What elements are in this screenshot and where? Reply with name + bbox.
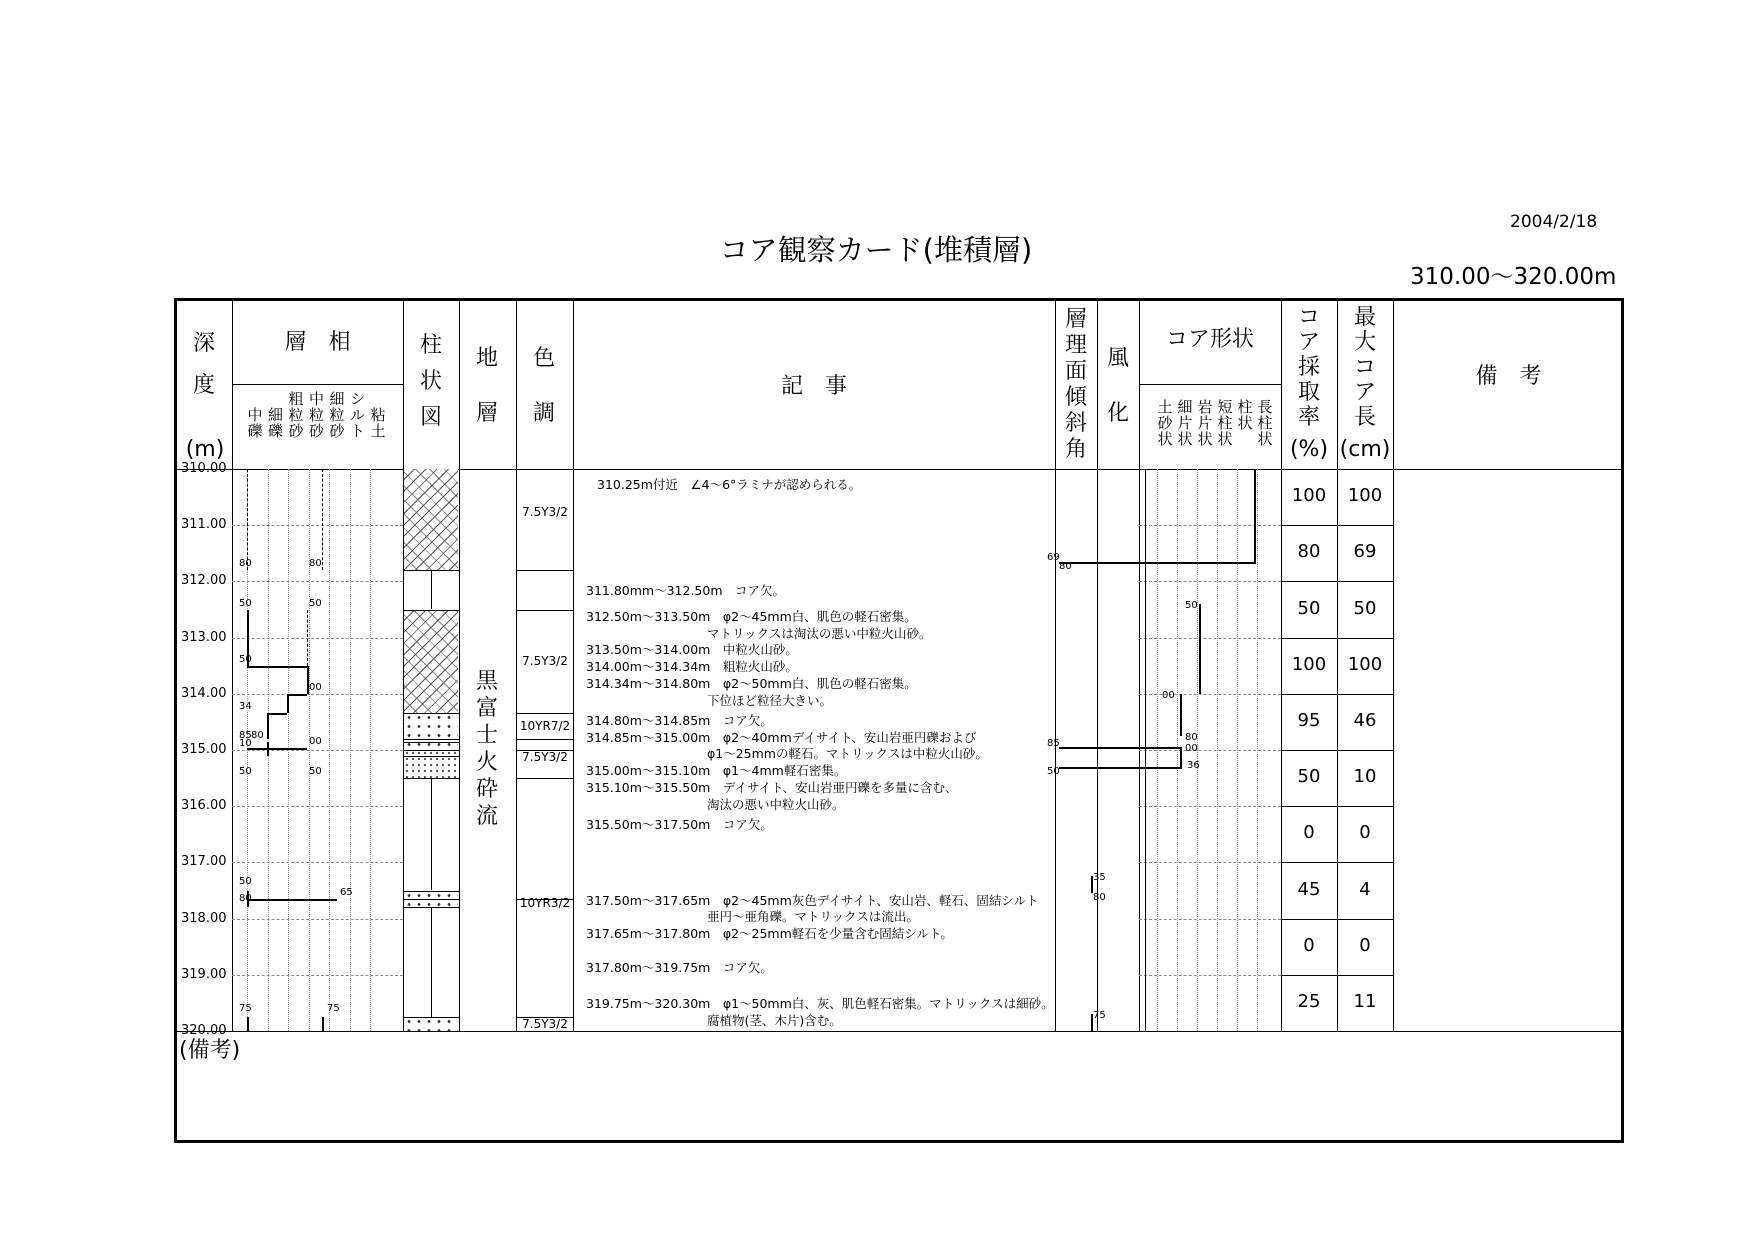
formation-header-1: 地: [475, 346, 498, 371]
recovery-header-char: ア: [1297, 330, 1320, 355]
facies-label: 80: [239, 558, 252, 570]
depth-gridline: [232, 862, 403, 863]
recovery-value: 50: [1297, 766, 1321, 788]
facies-label: 50: [309, 766, 322, 778]
formation-name-char: 流: [475, 803, 498, 829]
description-line: 317.80m〜319.75m コア欠。: [586, 959, 773, 975]
max-length-value: 0: [1359, 934, 1371, 956]
date: 2004/2/18: [1510, 212, 1598, 232]
depth-label: 319.00: [181, 966, 227, 982]
columnar-boundary: [404, 899, 459, 900]
depth-gridline: [232, 581, 403, 582]
columnar-boundary: [404, 1017, 459, 1018]
depth-gridline: [232, 638, 403, 639]
recovery-row-line: [1281, 694, 1393, 695]
facies-log-segment: [307, 610, 308, 666]
depth-label: 311.00: [181, 517, 227, 533]
facies-subheader-char: 細: [267, 406, 283, 424]
columnar-boundary: [404, 610, 459, 611]
recovery-row-line: [1281, 638, 1393, 639]
color-boundary: [517, 570, 573, 571]
facies-label: 50: [239, 875, 252, 887]
facies-label: 65: [340, 886, 353, 898]
depth-label: 318.00: [181, 910, 227, 926]
recovery-value: 50: [1297, 597, 1321, 619]
columnar-axis: [431, 778, 432, 890]
description-line: 315.10m〜315.50m デイサイト、安山岩亜円礫を多量に含む、: [586, 780, 958, 796]
color-label: 7.5Y3/2: [522, 749, 568, 764]
core-shape-subheader-char: 柱: [1217, 414, 1233, 432]
facies-log-step: [247, 899, 337, 901]
recovery-row-line: [1281, 525, 1393, 526]
description-line: φ1〜25mmの軽石。マトリックスは中粒火山砂。: [707, 746, 988, 762]
facies-subheader-char: 粒: [308, 406, 324, 424]
color-boundary: [517, 778, 573, 779]
facies-subheader-char: 砂: [308, 422, 324, 440]
depth-label: 316.00: [181, 798, 227, 814]
max-length-header-char: 大: [1353, 330, 1376, 355]
max-length-value: 11: [1353, 990, 1377, 1012]
facies-sub-line: [232, 384, 403, 385]
depth-gridline: [1139, 806, 1281, 807]
color-label: 7.5Y3/2: [522, 1016, 568, 1031]
description-line: 314.34m〜314.80m φ2〜50mm白、肌色の軽石密集。: [586, 676, 917, 692]
facies-log-segment: [287, 694, 289, 713]
facies-gridcol: [309, 469, 310, 1031]
core-shape-subheader-char: 片: [1177, 414, 1193, 432]
dip-header-char: 理: [1064, 333, 1087, 358]
description-line: マトリックスは淘汰の悪い中粒火山砂。: [707, 625, 932, 641]
col-divider: [573, 301, 574, 1031]
columnar-header-2: 状: [419, 369, 442, 394]
col-divider: [232, 301, 233, 1031]
core-shape-subheader-char: 砂: [1157, 414, 1173, 432]
col-divider: [1055, 301, 1056, 1031]
core-shape-label: 36: [1187, 760, 1200, 772]
recovery-header-char: コ: [1297, 305, 1320, 330]
core-shape-label: 80: [1093, 892, 1106, 904]
facies-subheader-char: 粘: [370, 406, 386, 424]
facies-label: 50: [239, 597, 252, 609]
columnar-pattern: [404, 610, 458, 713]
description-line: 319.75m〜320.30m φ1〜50mm白、灰、肌色軽石密集。マトリックスは細砂。: [586, 996, 1054, 1012]
core-shape-step: [1059, 767, 1182, 769]
color-header-2: 調: [532, 401, 555, 426]
depth-gridline: [1139, 694, 1281, 695]
facies-label: 00: [309, 681, 322, 693]
recovery-value: 95: [1297, 709, 1321, 731]
depth-gridline: [1139, 638, 1281, 639]
color-boundary: [517, 713, 573, 714]
shape-gridcol: [1257, 469, 1258, 1031]
recovery-row-line: [1281, 750, 1393, 751]
recovery-row-line: [1281, 581, 1393, 582]
page-title: コア観察カード(堆積層): [719, 233, 1033, 267]
facies-log-segment: [247, 469, 248, 570]
recovery-row-line: [1281, 862, 1393, 863]
max-length-value: 50: [1353, 597, 1377, 619]
facies-subheader-char: ル: [349, 406, 365, 424]
color-label: 10YR3/2: [519, 895, 571, 910]
facies-label: 85: [239, 729, 252, 741]
recovery-header-char: 採: [1297, 355, 1320, 380]
facies-subheader-char: シ: [349, 390, 365, 408]
depth-gridline: [1139, 581, 1281, 582]
description-line: 315.00m〜315.10m φ1〜4mm軽石密集。: [586, 763, 847, 779]
core-shape-subheader-char: 柱: [1257, 414, 1273, 432]
description-line: 312.50m〜313.50m φ2〜45mm白、肌色の軽石密集。: [586, 608, 917, 624]
facies-subheader-char: 中: [247, 406, 263, 424]
description-line: 314.00m〜314.34m 粗粒火山砂。: [586, 659, 798, 675]
depth-gridline: [232, 525, 403, 526]
footer-remarks-label: (備考): [179, 1038, 241, 1063]
max-length-value: 100: [1347, 653, 1383, 675]
max-length-header-char: コ: [1353, 355, 1376, 380]
formation-name-char: 富: [475, 695, 498, 721]
core-shape-subheader-char: 細: [1177, 398, 1193, 416]
facies-log-step: [287, 694, 307, 696]
facies-gridcol: [350, 469, 351, 1031]
columnar-boundary: [404, 750, 459, 751]
depth-label: 315.00: [181, 742, 227, 757]
core-shape-subheader-char: 土: [1157, 398, 1173, 416]
core-shape-label: 80: [1059, 560, 1072, 572]
core-shape-label: 50: [1185, 599, 1198, 611]
core-shape-subheader-char: 状: [1197, 430, 1213, 448]
facies-subheader-char: 粒: [288, 406, 304, 424]
facies-subheader-char: ト: [349, 422, 365, 440]
depth-label: 310.00: [181, 461, 227, 476]
columnar-boundary: [404, 891, 459, 892]
core-shape-step: [1059, 747, 1182, 749]
core-shape-step: [1059, 562, 1256, 564]
dip-header-char: 斜: [1064, 411, 1087, 436]
depth-unit: (m): [185, 437, 225, 462]
max-length-value: 69: [1353, 541, 1377, 563]
shape-gridcol: [1177, 469, 1178, 1031]
facies-subheader-char: 中: [308, 390, 324, 408]
recovery-row-line: [1281, 919, 1393, 920]
remarks-header: 備 考: [1475, 364, 1542, 389]
depth-gridline: [1139, 862, 1281, 863]
facies-label: 10: [239, 738, 252, 749]
columnar-boundary: [404, 756, 459, 757]
depth-gridline: [232, 975, 403, 976]
columnar-pattern: [404, 1017, 458, 1031]
facies-log-step: [247, 748, 307, 750]
depth-gridline: [232, 694, 403, 695]
depth-gridline: [232, 919, 403, 920]
core-shape-label: 00: [1162, 689, 1175, 701]
description-header: 記 事: [780, 374, 847, 399]
max-length-value: 100: [1347, 485, 1383, 507]
facies-subheader-char: 礫: [267, 422, 283, 440]
core-shape-segment: [1180, 747, 1182, 767]
core-shape-subheader-char: 状: [1157, 430, 1173, 448]
core-shape-subheader-char: 片: [1197, 414, 1213, 432]
core-shape-segment: [1199, 604, 1201, 694]
columnar-boundary: [404, 742, 459, 743]
recovery-header-char: 率: [1297, 405, 1320, 430]
core-shape-label: 50: [1047, 765, 1060, 777]
formation-name-char: 火: [475, 749, 498, 775]
description-line: 下位ほど粒径大きい。: [707, 692, 833, 708]
description-line: 311.80mm〜312.50m コア欠。: [586, 583, 786, 599]
recovery-unit: (%): [1289, 437, 1329, 462]
facies-subheader-char: 粗: [288, 390, 304, 408]
columnar-header-1: 柱: [419, 333, 442, 358]
color-label: 10YR7/2: [519, 718, 571, 733]
facies-subheader-char: 礫: [247, 422, 263, 440]
core-shape-label: 75: [1093, 1010, 1106, 1022]
max-length-value: 4: [1359, 878, 1371, 900]
dip-header-char: 角: [1064, 437, 1087, 462]
columnar-axis: [431, 570, 432, 609]
core-shape-subheader-char: 状: [1237, 414, 1253, 432]
facies-label: 80: [309, 558, 322, 570]
dip-header-char: 傾: [1064, 385, 1087, 410]
core-shape-subheader-char: 柱: [1237, 398, 1253, 416]
facies-label: 34: [239, 700, 252, 712]
core-shape-label: 85: [1047, 737, 1060, 749]
shape-gridcol: [1157, 469, 1158, 1031]
facies-log-segment: [322, 1017, 324, 1031]
recovery-value: 100: [1291, 653, 1327, 675]
depth-label: 314.00: [181, 685, 227, 701]
shape-gridcol: [1237, 469, 1238, 1031]
facies-log-step: [267, 713, 287, 715]
columnar-pattern: [404, 469, 458, 570]
weathering-header-2: 化: [1106, 401, 1129, 426]
depth-header-2: 度: [192, 373, 215, 398]
depth-gridline: [232, 806, 403, 807]
facies-label: 80: [251, 729, 264, 741]
depth-label: 312.00: [181, 573, 227, 589]
columnar-pattern: [404, 713, 458, 750]
recovery-value: 25: [1297, 990, 1321, 1012]
depth-label: 317.00: [181, 854, 227, 870]
recovery-value: 45: [1297, 878, 1321, 900]
depth-gridline: [1139, 919, 1281, 920]
facies-log-segment: [322, 469, 323, 570]
facies-log-segment: [267, 713, 269, 739]
col-divider: [1393, 301, 1394, 1031]
color-label: 7.5Y3/2: [522, 654, 568, 669]
color-header-1: 色: [532, 346, 555, 371]
depth-gridline: [1139, 975, 1281, 976]
description-line: 314.80m〜314.85m コア欠。: [586, 712, 773, 728]
max-length-value: 10: [1353, 766, 1377, 788]
color-boundary: [517, 610, 573, 611]
header-bottom-line: [177, 469, 1624, 470]
facies-label: 75: [327, 1003, 340, 1015]
description-line: 317.65m〜317.80m φ2〜25mm軽石を少量含む固結シルト。: [586, 926, 953, 942]
core-shape-subheader-char: 短: [1217, 398, 1233, 416]
facies-log-step: [247, 666, 307, 668]
facies-log-segment: [247, 1017, 249, 1031]
core-shape-segment: [1180, 694, 1182, 736]
facies-subheader-char: 土: [370, 422, 386, 440]
shape-sub-line: [1139, 384, 1281, 385]
facies-subheader-char: 砂: [288, 422, 304, 440]
max-length-header-char: ア: [1353, 380, 1376, 405]
core-shape-label: 69: [1047, 552, 1060, 564]
formation-name-char: 砕: [475, 776, 498, 802]
color-label: 7.5Y3/2: [522, 505, 568, 520]
dip-header-char: 層: [1064, 307, 1087, 332]
core-shape-subheader-char: 状: [1217, 430, 1233, 448]
max-length-value: 46: [1353, 709, 1377, 731]
core-shape-segment: [1254, 469, 1256, 562]
max-length-header-char: 長: [1353, 405, 1376, 430]
body-bottom-line: [177, 1031, 1624, 1032]
core-shape-label: 00: [1185, 743, 1198, 755]
facies-label: 00: [309, 736, 322, 748]
core-shape-subheader-char: 状: [1177, 430, 1193, 448]
description-line: 亜円〜亜角礫。マトリックスは流出。: [707, 909, 919, 925]
recovery-header-char: 取: [1297, 380, 1320, 405]
facies-label: 80: [239, 892, 252, 904]
facies-subheader-char: 粒: [329, 406, 345, 424]
depth-label: 313.00: [181, 629, 227, 645]
facies-header: 層 相: [284, 330, 351, 355]
formation-name-char: 士: [475, 722, 498, 748]
description-line: 317.50m〜317.65m φ2〜45mm灰色デイサイト、安山岩、軽石、固結シルト: [586, 892, 1039, 908]
facies-gridcol: [370, 469, 371, 1031]
core-shape-header: コア形状: [1165, 327, 1254, 352]
shape-inner-line: [1145, 469, 1146, 1031]
recovery-row-line: [1281, 975, 1393, 976]
facies-label: 50: [309, 597, 322, 609]
description-line: 313.50m〜314.00m 中粒火山砂。: [586, 642, 798, 658]
depth-header-1: 深: [192, 331, 215, 356]
core-shape-label: 35: [1093, 872, 1106, 884]
color-boundary: [517, 739, 573, 740]
weathering-header-1: 風: [1106, 346, 1129, 371]
formation-name-char: 黒: [475, 668, 498, 694]
recovery-value: 0: [1303, 822, 1315, 844]
col-divider: [1097, 301, 1098, 1031]
description-line: 310.25m付近 ∠4〜6°ラミナが認められる。: [597, 476, 862, 492]
facies-label: 75: [239, 1003, 252, 1015]
facies-subheader-char: 砂: [329, 422, 345, 440]
recovery-value: 80: [1297, 541, 1321, 563]
depth-label: 320.00: [181, 1023, 227, 1038]
formation-header-2: 層: [475, 401, 498, 426]
col-divider: [459, 301, 460, 1031]
facies-label: 50: [239, 766, 252, 778]
columnar-pattern: [404, 750, 458, 778]
depth-gridline: [1139, 525, 1281, 526]
depth-range: 310.00〜320.00m: [1410, 264, 1617, 290]
max-length-header-char: 最: [1353, 305, 1376, 330]
max-length-value: 0: [1359, 822, 1371, 844]
core-shape-subheader-char: 長: [1257, 398, 1273, 416]
description-line: 淘汰の悪い中粒火山砂。: [707, 796, 845, 812]
facies-subheader-char: 細: [329, 390, 345, 408]
recovery-row-line: [1281, 806, 1393, 807]
recovery-value: 0: [1303, 934, 1315, 956]
description-line: 315.50m〜317.50m コア欠。: [586, 816, 773, 832]
description-line: 腐植物(茎、木片)含む。: [707, 1013, 842, 1029]
max-length-unit: (cm): [1339, 437, 1391, 462]
facies-label: 50: [239, 653, 252, 665]
description-line: 314.85m〜315.00m φ2〜40mmデイサイト、安山岩亜円礫および: [586, 729, 977, 745]
columnar-boundary: [404, 713, 459, 714]
columnar-boundary: [404, 739, 459, 740]
recovery-value: 100: [1291, 485, 1327, 507]
facies-gridcol: [329, 469, 330, 1031]
depth-gridline: [1139, 750, 1281, 751]
dip-header-char: 面: [1064, 359, 1087, 384]
core-card-table: [174, 298, 1624, 1143]
core-shape-label: 80: [1185, 731, 1198, 743]
shape-gridcol: [1217, 469, 1218, 1031]
core-shape-subheader-char: 状: [1257, 430, 1273, 448]
col-divider: [1139, 301, 1140, 1031]
columnar-header-3: 図: [419, 405, 442, 430]
core-shape-subheader-char: 岩: [1197, 398, 1213, 416]
columnar-axis: [431, 907, 432, 1017]
